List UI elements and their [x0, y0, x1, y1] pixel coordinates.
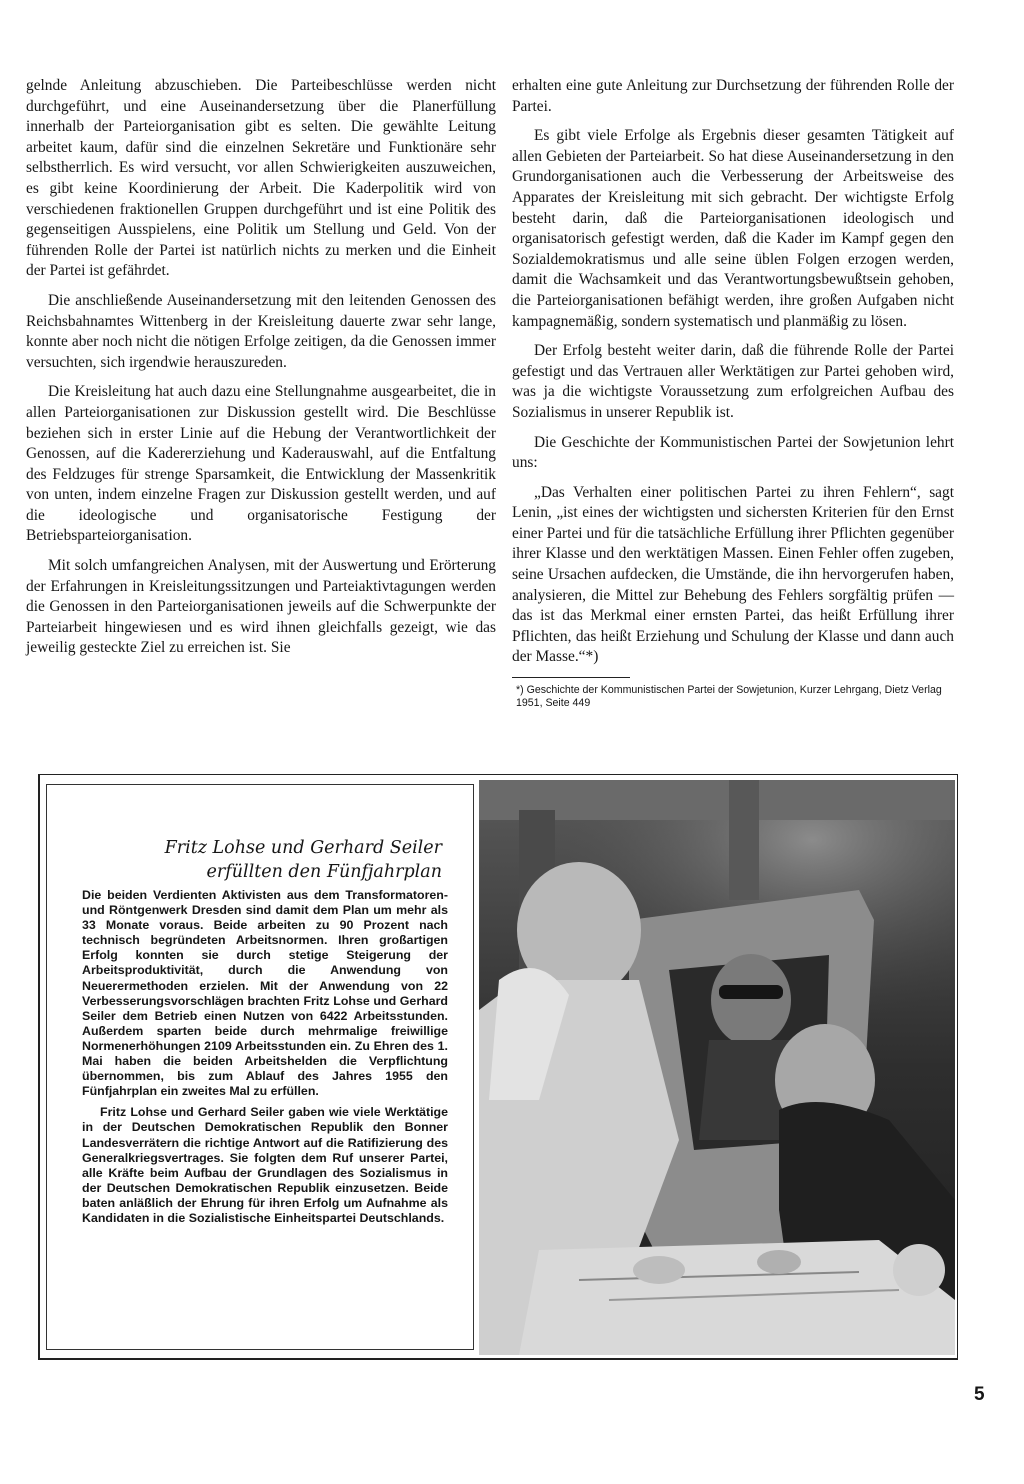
feature-title [46, 836, 442, 884]
article-paragraph: Die Kreisleitung hat auch dazu eine Stellungnahme ausgearbeitet, die in allen Parteiorganisationen zur Diskussion gestellt wird. Die Beschlüsse beziehen sich in erster Linie auf die Hebung der Verantwortlichkeit der Genossen, auf die Kadererziehung und Kaderauswahl, auf die Entfaltung des Feldzuges für strenge Sparsamkeit, die Entwicklung der Massenkritik von unten, indem einzelne Fragen zur Diskussion gestellt werden, und auf die ideologische und organisatorische Festigung der Betriebsparteiorganisation. [26, 383, 496, 545]
feature-paragraph: Die beiden Verdienten Aktivisten aus dem Transformatoren- und Röntgenwerk Dresden sind damit dem Plan um mehr als 33 Monate voraus. Beide arbeiten zu 90 Prozent nach technisch begründeten Arbeitsnormen. Ihren großartigen Erfolg konnten sie durch stetige Steigerung der Arbeitsproduktivität, durch die Anwendung von Neuerermethoden erzielen. Mit der Anwendung von 22 Verbesserungsvorschlägen brachten Fritz Lohse und Gerhard Seiler dem Betrieb einen Nutzen von 6422 Arbeitsstunden. Außerdem sparten beide durch mehrmalige freiwillige Normenerhöhungen 2109 Arbeitsstunden ein. Zu Ehren des 1. Mai haben die beiden Arbeitshelden die Verpflichtung übernommen, bis zum Ablauf des Jahres 1955 den Fünfjahrplan ein zweites Mal zu erfüllen. [82, 888, 448, 1099]
article-paragraph: erhalten eine gute Anleitung zur Durchsetzung der führenden Rolle der Partei. [512, 77, 954, 115]
article-paragraph: Der Erfolg besteht weiter darin, daß die führende Rolle der Partei gefestigt und das Vertrauen aller Werktätigen zur Partei gehoben wird, was ja die wichtigste Voraussetzung zum erfolgreichen Aufbau des Sozialismus in unserer Republik ist. [512, 342, 954, 421]
feature-title-line: erfüllten den Fünfjahrplan [206, 862, 442, 882]
article-paragraph: Die Geschichte der Kommunistischen Partei der Sowjetunion lehrt uns: [512, 433, 954, 472]
feature-text [82, 888, 448, 1232]
photo-workers-icon [479, 780, 955, 1355]
article-paragraph: gelnde Anleitung abzuschieben. Die Parteibeschlüsse werden nicht durchgeführt, und eine Auseinandersetzung über die Planerfüllung innerhalb der Parteiorganisation gibt es selten. Die gewählte Leitung arbeitet kaum, dafür sind die einzelnen Sekretäre und Funktionäre sehr selbstherrlich. Es wird versucht, vor allen Schwierigkeiten auszuweichen, es gibt keine Koordinierung der Arbeit. Die Kaderpolitik wird von verschiedenen fraktionellen Gruppen durchgeführt und ist eine Politik des gegenseitigen Ausspielens, eine Politik um Stellung und Geld. Von der führenden Rolle der Partei ist natürlich nichts zu merken und die Einheit der Partei ist gefährdet. [26, 77, 496, 280]
quote-paragraph: „Das Verhalten einer politischen Partei zu ihren Fehlern“, sagt Lenin, „ist eines der wichtigsten und sichersten Kriterien für den Ernst einer Partei und für die tatsächliche Erfüllung ihrer Pflichten gegenüber ihrer Klasse und den werktätigen Massen. Einen Fehler offen zugeben, seine Ursachen aufdecken, die Umstände, die ihn hervorgerufen haben, analysieren, die Mittel zur Behebung des Fehlers sorgfältig prüfen — das ist das Merkmal einer ernsten Partei, das heißt Erfüllung ihrer Pflichten, das heißt Erziehung und Schulung der Klasse und dann auch der Masse.“*) [512, 483, 954, 666]
article-paragraph: Es gibt viele Erfolge als Ergebnis dieser gesamten Tätigkeit auf allen Gebieten der Parteiarbeit. So hat diese Auseinandersetzung in den Grundorganisationen auch die Verbesserung der Arbeitsweise des Apparates der Kreisleitung mit sich gebracht. Der wichtigste Erfolg besteht darin, daß die Parteiorganisationen ideologisch und organisatorisch gefestigt werden, daß die Kader im Kampf gegen den Sozialdemokratismus und alle seine üblen Folgen erzogen werden, damit die Wachsamkeit und das Verantwortungsbewußtsein gehoben, die Parteiorganisationen befähigt werden, ihre großen Aufgaben nicht kampagnemäßig, sondern systematisch und planmäßig zu lösen. [512, 127, 954, 330]
article-paragraph: Die anschließende Auseinandersetzung mit den leitenden Genossen des Reichsbahnamtes Wittenberg in der Kreisleitung dauerte zwar sehr lange, konnte aber noch nicht die nötigen Erfolge zeitigen, da die Genossen immer versuchten, sich irgendwie herauszureden. [26, 291, 496, 371]
article-paragraph: Mit solch umfangreichen Analysen, mit der Auswertung und Erörterung der Erfahrungen in Kreisleitungssitzungen und Parteiaktivtagungen werden die Genossen in den Parteiorganisationen jeweils auf die Schwerpunkte der Parteiarbeit hingewiesen und es wird ihnen gleichfalls gezeigt, wie das jeweilig gesteckte Ziel zu erreichen ist. Sie [26, 557, 496, 657]
article-column-right [512, 76, 954, 710]
article-column-left [26, 76, 496, 668]
feature-paragraph: Fritz Lohse und Gerhard Seiler gaben wie viele Werktätige in der Deutschen Demokratischen Republik den Bonner Landesverrätern die richtige Antwort auf die Ratifizierung des Generalkriegsvertrages. Sie folgten dem Ruf unserer Partei, alle Kräfte beim Aufbau der Grundlagen des Sozialismus in der Deutschen Demokratischen Republik einzusetzen. Beide baten anläßlich der Ehrung für ihren Erfolg um Aufnahme als Kandidaten in die Sozialistische Einheitspartei Deutschlands. [82, 1105, 448, 1225]
feature-title-line: Fritz Lohse und Gerhard Seiler [164, 838, 442, 858]
photo-illustration [479, 780, 955, 1355]
page-number: 5 [974, 1384, 985, 1405]
footnote-divider [512, 677, 630, 678]
footnote: *) Geschichte der Kommunistischen Partei der Sowjetunion, Kurzer Lehrgang, Dietz Verlag 1951, Seite 449 [516, 684, 942, 710]
